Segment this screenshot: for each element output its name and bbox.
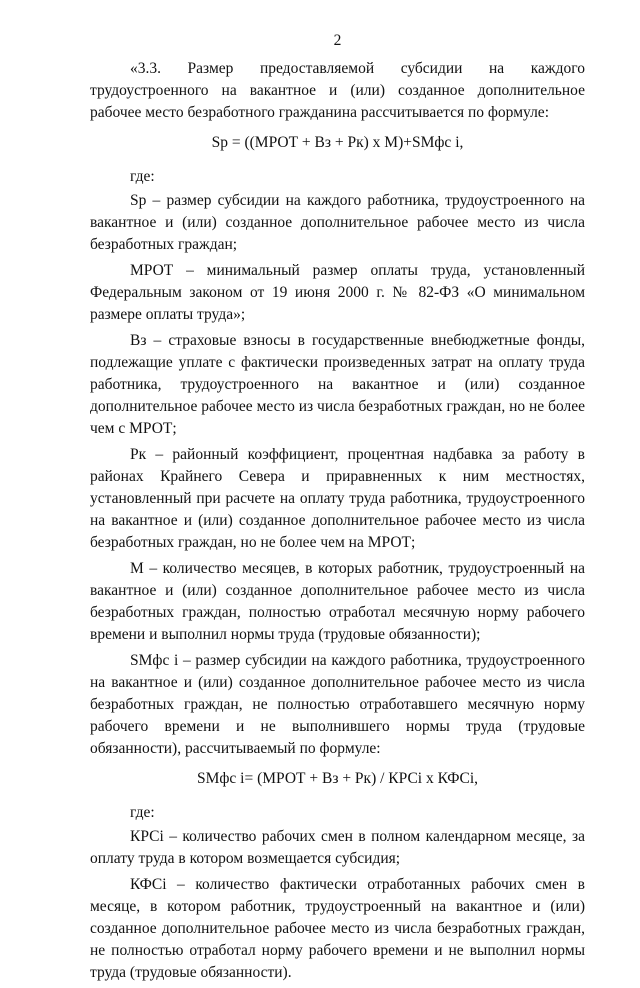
definition-mrot: МРОТ – минимальный размер оплаты труда, установленный Федеральным законом от 19 июня 2000 г. № 82-ФЗ «О минимальном размере оплаты труда»;: [90, 262, 585, 323]
definition-sp: Sp – размер субсидии на каждого работника, трудоустроенного на вакантное и (или) созданное дополнительное рабочее место из числа безработных граждан;: [90, 192, 585, 253]
document-page: [90, 0, 585, 981]
definition-rk: Рк – районный коэффициент, процентная надбавка за работу в районах Крайнего Севера и приравненных к ним местностях, установленный при расчете на оплату труда работника, трудоустроенного на вакантное и (или) созданное дополнительное рабочее место из числа безработных граждан, но не более чем на МРОТ;: [90, 446, 585, 551]
definition-kfsi: КФСi – количество фактически отработанных рабочих смен в месяце, в котором работник, трудоустроенный на вакантное и (или) созданное дополнительное рабочее место из числа безработных граждан, не полностью отработал норму рабочего времени и не выполнил нормы труда (трудовые обязанности).: [90, 876, 585, 981]
second-formula: SМфс i= (МРОТ + Вз + Рк) / КРСi x КФСi,: [196, 770, 479, 787]
main-formula: Sp = ((МРОТ + Вз + Рк) x М)+SМфс i,: [211, 134, 464, 151]
intro-paragraph: «3.3. Размер предоставляемой субсидии на каждого трудоустроенного на вакантное и (или) созданное дополнительное рабочее место безработного гражданина рассчитывается по формуле:: [90, 60, 585, 121]
definition-vz: Вз – страховые взносы в государственные внебюджетные фонды, подлежащие уплате с фактически произведенных затрат на оплату труда работника, трудоустроенного на вакантное и (или) созданное дополнительное рабочее место из числа безработных граждан, но не более чем с МРОТ;: [90, 332, 585, 437]
document-body: [90, 58, 585, 988]
definition-krsi: КРСi – количество рабочих смен в полном календарном месяце, за оплату труда в котором возмещается субсидия;: [90, 828, 585, 867]
where-label-2: где:: [130, 804, 155, 821]
page-number: 2: [333, 32, 342, 49]
definition-smfs: SМфс i – размер субсидии на каждого работника, трудоустроенного на вакантное и (или) созданное дополнительное рабочее место из числа безработных граждан, не полностью отработавшего месячную норму рабочего времени и не выполнившего нормы труда (трудовые обязанности), рассчитываемый по формуле:: [90, 652, 585, 757]
definition-m: М – количество месяцев, в которых работник, трудоустроенный на вакантное и (или) созданное дополнительное рабочее место из числа безработных граждан, полностью отработал месячную норму рабочего времени и выполнил нормы труда (трудовые обязанности);: [90, 560, 585, 643]
where-label: где:: [130, 168, 155, 185]
